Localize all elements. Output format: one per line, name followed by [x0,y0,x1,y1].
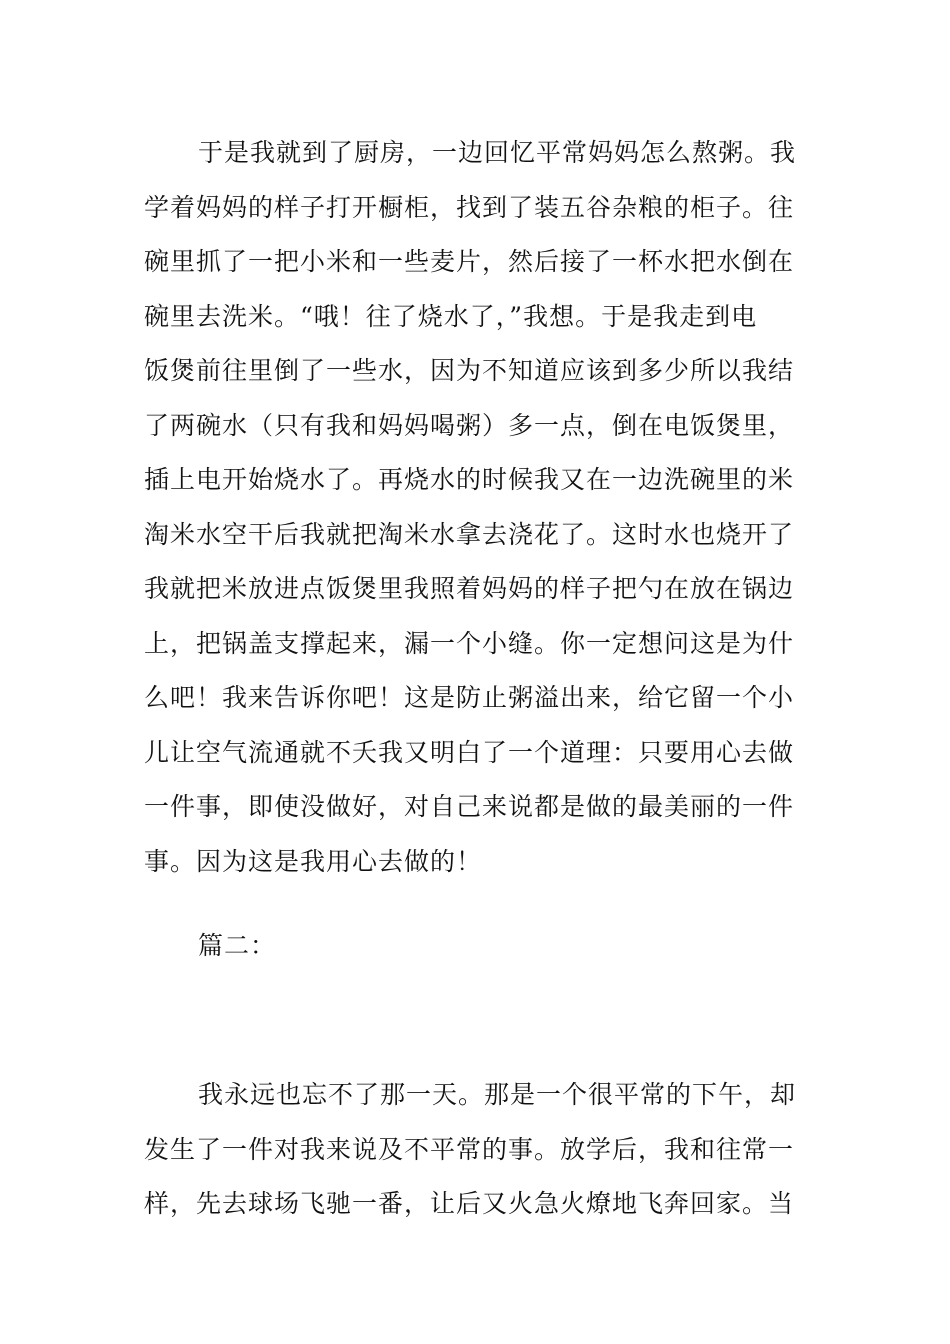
paragraph-line: 么吧！我来告诉你吧！这是防止粥溢出来，给它留一个小 [144,683,795,712]
paragraph-line: 学着妈妈的样子打开橱柜，找到了装五谷杂粮的柜子。往 [144,192,795,222]
paragraph-line: 碗里去洗米。“哦！往了烧水了，”我想。于是我走到电 [144,301,758,331]
section-heading [144,919,808,974]
paragraph-line: 我就把米放进点饭煲里我照着妈妈的样子把勺在放在锅边 [144,574,795,603]
paragraph-line: 碗里抓了一把小米和一些麦片，然后接了一杯水把水倒在 [144,247,795,276]
paragraph-line: 儿让空气流通就不夭我又明白了一个道理：只要用心去做 [144,737,795,767]
paragraph-line: 饭煲前往里倒了一些水，因为不知道应该到多少所以我结 [144,356,795,385]
paragraph-line: 上，把锅盖支撑起来，漏一个小缝。你一定想问这是为什 [144,628,795,658]
section-heading-text: 篇二： [198,931,277,960]
paragraph-line: 样，先去球场飞驰一番，让后又火急火燎地飞奔回家。当 [144,1189,795,1218]
paragraph-line: 一件事，即使没做好，对自己来说都是做的最美丽的一件 [144,792,795,821]
paragraph-line: 插上电开始烧水了。再烧水的时候我又在一边洗碗里的米 [144,465,795,494]
paragraph-1 [144,126,808,889]
paragraph-line: 我永远也忘不了那一天。那是一个很平常的下午，却 [198,1080,797,1109]
paragraph-2 [144,1068,808,1232]
paragraph-line: 发生了一件对我来说及不平常的事。放学后，我和往常一 [144,1134,795,1164]
paragraph-line: 淘米水空干后我就把淘米水拿去浇花了。这时水也烧开了 [144,519,795,549]
paragraph-line: 了两碗水（只有我和妈妈喝粥）多一点，倒在电饭煲里， [144,410,795,440]
paragraph-line: 于是我就到了厨房，一边回忆平常妈妈怎么熬粥。我 [198,138,797,167]
paragraph-line: 事。因为这是我用心去做的！ [144,846,483,876]
